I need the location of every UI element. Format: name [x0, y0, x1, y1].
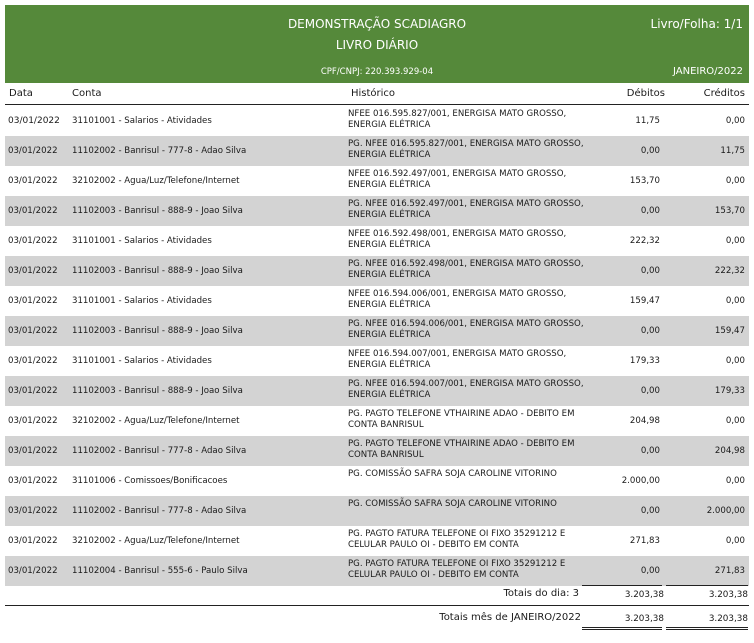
table-row [5, 166, 749, 196]
cell-credito: 153,70 [714, 206, 745, 216]
cell-credito: 0,00 [725, 356, 745, 366]
table-row [5, 496, 749, 526]
cell-credito: 0,00 [725, 536, 745, 546]
cell-conta: 31101006 - Comissoes/Bonificacoes [72, 476, 228, 486]
cell-conta: 11102004 - Banrisul - 555-6 - Paulo Silva [72, 566, 248, 576]
cell-credito: 0,00 [725, 176, 745, 186]
totals-divider-debit [582, 585, 662, 586]
totals-divider-credit [666, 585, 748, 586]
cell-conta: 11102002 - Banrisul - 777-8 - Adao Silva [72, 506, 247, 516]
cell-debito: 0,00 [640, 266, 660, 276]
cell-credito: 204,98 [714, 446, 745, 456]
cell-conta: 32102002 - Agua/Luz/Telefone/Internet [72, 176, 240, 186]
cell-debito: 159,47 [629, 296, 660, 306]
cell-debito: 2.000,00 [621, 476, 660, 486]
cell-data: 03/01/2022 [8, 116, 60, 126]
cell-data: 03/01/2022 [8, 386, 58, 396]
cell-historico: PG. NFEE 016.595.827/001, ENERGISA MATO GROSSO, ENERGIA ELÉTRICA [348, 139, 584, 160]
cell-data: 03/01/2022 [8, 356, 58, 366]
cell-conta: 32102002 - Agua/Luz/Telefone/Internet [72, 536, 240, 546]
cell-historico: PG. COMISSÃO SAFRA SOJA CAROLINE VITORINO [348, 499, 557, 509]
period-label: JANEIRO/2022 [673, 66, 743, 77]
column-header-historico: Histórico [351, 88, 396, 99]
cell-historico: PG. NFEE 016.594.007/001, ENERGISA MATO GROSSO, ENERGIA ELÉTRICA [348, 379, 584, 400]
cell-historico: NFEE 016.592.497/001, ENERGISA MATO GROSSO, ENERGIA ELÉTRICA [348, 169, 567, 190]
cnpj-label: CPF/CNPJ: 220.393.929-04 [320, 67, 434, 77]
cell-data: 03/01/2022 [8, 176, 58, 186]
month-total-credit: 3.203,38 [708, 614, 748, 624]
table-row [5, 286, 749, 316]
cell-data: 03/01/2022 [8, 326, 58, 336]
cell-conta: 11102003 - Banrisul - 888-9 - Joao Silva [72, 326, 243, 336]
cell-debito: 0,00 [640, 506, 660, 516]
cell-conta: 31101001 - Salarios - Atividades [72, 356, 212, 366]
table-row [5, 346, 749, 376]
cell-credito: 0,00 [725, 476, 745, 486]
report-subtitle: LIVRO DIÁRIO [335, 38, 419, 52]
cell-debito: 0,00 [640, 566, 660, 576]
header-divider [5, 104, 749, 105]
cell-credito: 0,00 [725, 236, 745, 246]
cell-conta: 11102002 - Banrisul - 777-8 - Adao Silva [72, 446, 247, 456]
cell-data: 03/01/2022 [8, 206, 58, 216]
table-row [5, 466, 749, 496]
cell-credito: 2.000,00 [706, 506, 745, 516]
month-underline-credit [666, 627, 748, 628]
cell-debito: 0,00 [640, 146, 660, 156]
cell-historico: NFEE 016.595.827/001, ENERGISA MATO GROSSO, ENERGIA ELÉTRICA [348, 109, 567, 130]
cell-debito: 0,00 [640, 446, 660, 456]
cell-data: 03/01/2022 [8, 476, 58, 486]
daily-totals-label: Totais do dia: 3 [503, 588, 579, 599]
table-row [5, 376, 749, 406]
cell-debito: 271,83 [629, 536, 660, 546]
cell-data: 03/01/2022 [8, 146, 58, 156]
cell-data: 03/01/2022 [8, 536, 58, 546]
cell-historico: NFEE 016.594.006/001, ENERGISA MATO GROSSO, ENERGIA ELÉTRICA [348, 289, 567, 310]
cell-conta: 31101001 - Salarios - Atividades [72, 236, 212, 246]
cell-credito: 271,83 [714, 566, 745, 576]
table-row [5, 556, 749, 586]
cell-data: 03/01/2022 [8, 266, 58, 276]
cell-credito: 11,75 [720, 146, 745, 156]
cell-historico: NFEE 016.592.498/001, ENERGISA MATO GROSSO, ENERGIA ELÉTRICA [348, 229, 567, 250]
cell-historico: PG. NFEE 016.592.497/001, ENERGISA MATO GROSSO, ENERGIA ELÉTRICA [348, 199, 584, 220]
cell-historico: PG. PAGTO TELEFONE VTHAIRINE ADAO - DEBITO EM CONTA BANRISUL [348, 409, 575, 430]
cell-historico: PG. PAGTO FATURA TELEFONE OI FIXO 35291212 E CELULAR PAULO OI - DEBITO EM CONTA [348, 529, 566, 550]
cell-conta: 11102003 - Banrisul - 888-9 - Joao Silva [72, 266, 243, 276]
table-row [5, 136, 749, 166]
cell-data: 03/01/2022 [8, 506, 58, 516]
book-page-label: Livro/Folha: 1/1 [650, 17, 743, 31]
cell-data: 03/01/2022 [8, 236, 58, 246]
cell-historico: PG. NFEE 016.594.006/001, ENERGISA MATO GROSSO, ENERGIA ELÉTRICA [348, 319, 584, 340]
cell-historico: PG. NFEE 016.592.498/001, ENERGISA MATO GROSSO, ENERGIA ELÉTRICA [348, 259, 584, 280]
column-header-creditos: Créditos [703, 88, 745, 99]
cell-debito: 0,00 [640, 206, 660, 216]
table-row [5, 406, 749, 436]
cell-conta: 32102002 - Agua/Luz/Telefone/Internet [72, 416, 240, 426]
cell-credito: 0,00 [725, 416, 745, 426]
table-row [5, 196, 749, 226]
table-row [5, 226, 749, 256]
month-underline-debit-2 [582, 629, 662, 630]
cell-data: 03/01/2022 [8, 566, 58, 576]
cell-conta: 31101001 - Salarios - Atividades [72, 116, 212, 126]
cell-conta: 11102003 - Banrisul - 888-9 - Joao Silva [72, 386, 243, 396]
cell-historico: PG. COMISSÃO SAFRA SOJA CAROLINE VITORINO [348, 469, 557, 479]
cell-credito: 0,00 [725, 116, 745, 126]
column-header-conta: Conta [72, 88, 102, 99]
cell-historico: NFEE 016.594.007/001, ENERGISA MATO GROSSO, ENERGIA ELÉTRICA [348, 349, 567, 370]
report-header [5, 5, 749, 83]
cell-debito: 0,00 [640, 386, 660, 396]
cell-conta: 11102003 - Banrisul - 888-9 - Joao Silva [72, 206, 243, 216]
cell-data: 03/01/2022 [8, 296, 58, 306]
report-title: DEMONSTRAÇÃO SCADIAGRO [287, 17, 467, 31]
month-divider [5, 605, 749, 606]
table-row [5, 106, 749, 136]
cell-debito: 0,00 [640, 326, 660, 336]
column-header-debitos: Débitos [626, 88, 665, 99]
cell-conta: 11102002 - Banrisul - 777-8 - Adao Silva [72, 146, 247, 156]
cell-credito: 0,00 [725, 296, 745, 306]
table-row [5, 316, 749, 346]
daily-total-debit: 3.203,38 [624, 590, 664, 600]
cell-debito: 222,32 [629, 236, 660, 246]
cell-historico: PG. PAGTO FATURA TELEFONE OI FIXO 35291212 E CELULAR PAULO OI - DEBITO EM CONTA [348, 559, 566, 580]
cell-historico: PG. PAGTO TELEFONE VTHAIRINE ADAO - DEBITO EM CONTA BANRISUL [348, 439, 575, 460]
table-row [5, 526, 749, 556]
cell-debito: 153,70 [629, 176, 660, 186]
journal-table [5, 106, 749, 586]
cell-debito: 11,75 [635, 116, 660, 126]
cell-conta: 31101001 - Salarios - Atividades [72, 296, 212, 306]
cell-debito: 204,98 [629, 416, 660, 426]
month-underline-credit-2 [666, 629, 748, 630]
month-totals-label: Totais mês de JANEIRO/2022 [439, 612, 581, 623]
month-total-debit: 3.203,38 [624, 614, 664, 624]
column-header-data: Data [9, 88, 33, 99]
cell-credito: 222,32 [714, 266, 745, 276]
month-underline-debit [582, 627, 662, 628]
daily-total-credit: 3.203,38 [708, 590, 748, 600]
cell-data: 03/01/2022 [8, 446, 58, 456]
cell-data: 03/01/2022 [8, 416, 58, 426]
cell-credito: 179,33 [714, 386, 745, 396]
cell-debito: 179,33 [629, 356, 660, 366]
cell-credito: 159,47 [714, 326, 745, 336]
table-row [5, 256, 749, 286]
table-row [5, 436, 749, 466]
